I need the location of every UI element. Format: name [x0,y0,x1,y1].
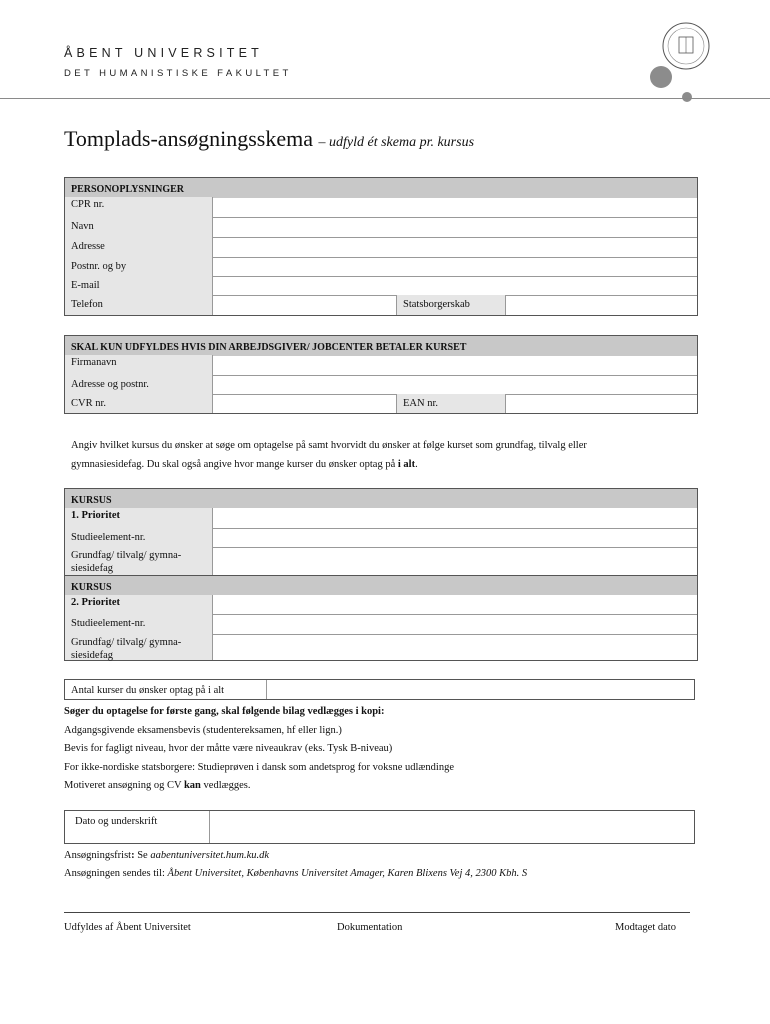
company-label: Firmanavn [65,355,213,375]
company-address-field[interactable] [213,375,698,394]
course2-priority-label: 2. Prioritet [65,595,213,614]
send-line: Ansøgningen sendes til: Åbent Universitet, Københavns Universitet Amager, Karen Blixens Vej 4, 2300 Kbh. S [64,868,528,879]
postal-label: Postnr. og by [65,257,213,277]
course2-element-field[interactable] [213,614,698,634]
form-title-main: Tomplads-ansøgningsskema [64,126,313,151]
course2-type-label: Grundfag/ tilvalg/ gymna- siesidefag [65,634,213,660]
name-label: Navn [65,217,213,237]
cpr-label: CPR nr. [65,197,213,217]
citizenship-field[interactable] [506,295,698,315]
university-seal-logo [648,20,728,108]
instructions [71,436,701,474]
course1-priority-field[interactable] [213,508,698,528]
cpr-field[interactable] [213,197,698,217]
instructions-line1: Angiv hvilket kursus du ønsker at søge om optagelse på samt hvorvidt du ønsker at følge kurset som grundfag, tilvalg eller [71,440,587,451]
signature-label: Dato og underskrift [65,811,210,843]
phone-label: Telefon [65,295,213,315]
phone-field[interactable] [213,295,396,315]
address-label: Adresse [65,237,213,257]
personal-info-section [64,177,698,316]
faculty-name: DET HUMANISTISKE FAKULTET [64,68,292,79]
ean-label: EAN nr. [396,394,506,413]
email-label: E-mail [65,276,213,295]
instructions-line2: gymnasiesidefag. Du skal også angive hvor mange kurser du ønsker optag på i alt. [71,459,418,470]
employer-section [64,335,698,414]
attachments-heading: Søger du optagelse for første gang, skal følgende bilag vedlægges i kopi: [64,706,385,717]
address-field[interactable] [213,237,698,257]
course-count-row [64,679,695,700]
form-title [64,126,474,152]
course2-priority-field[interactable] [213,595,698,614]
footer-documentation: Dokumentation [337,922,403,933]
email-field[interactable] [213,276,698,295]
university-name: ÅBENT UNIVERSITET [64,46,263,60]
form-title-sub: – udfyld ét skema pr. kursus [318,135,475,150]
footer-divider [64,912,690,913]
course2-heading: KURSUS [65,576,697,595]
deadline-link[interactable]: aabentuniversitet.hum.ku.dk [150,850,270,861]
ean-field[interactable] [506,394,698,413]
course1-section [64,488,698,576]
personal-info-heading: PERSONOPLYSNINGER [65,178,697,198]
course2-section [64,575,698,661]
signature-field[interactable] [210,811,694,843]
course1-type-label: Grundfag/ tilvalg/ gymna- siesidefag [65,547,213,575]
course-count-field[interactable] [267,680,694,699]
attachment-item-2: Bevis for fagligt niveau, hvor der måtte være niveaukrav (eks. Tysk B-niveau) [64,743,393,754]
deadline-line: Ansøgningsfrist: Se aabentuniversitet.hum.ku.dk [64,850,270,861]
footer-received-date: Modtaget dato [615,922,676,933]
course1-element-label: Studieelement-nr. [65,528,213,547]
citizenship-label: Statsborgerskab [396,295,506,315]
postal-field[interactable] [213,257,698,276]
name-field[interactable] [213,217,698,237]
course1-heading: KURSUS [65,489,697,508]
course1-element-field[interactable] [213,528,698,547]
company-field[interactable] [213,355,698,375]
attachment-item-1: Adgangsgivende eksamensbevis (studentereksamen, hf eller lign.) [64,724,342,736]
company-address-label: Adresse og postnr. [65,375,213,395]
course-count-label: Antal kurser du ønsker optag på i alt [65,680,267,699]
signature-row [64,810,695,844]
footer-filled-by: Udfyldes af Åbent Universitet [64,922,191,933]
course2-element-label: Studieelement-nr. [65,614,213,634]
attachment-item-4: Motiveret ansøgning og CV kan vedlægges. [64,780,251,791]
course2-type-field[interactable] [213,634,698,660]
cvr-field[interactable] [213,394,396,413]
employer-heading: SKAL KUN UDFYLDES HVIS DIN ARBEJDSGIVER/ JOBCENTER BETALER KURSET [65,336,697,356]
attachments [64,703,704,796]
cvr-label: CVR nr. [65,394,213,413]
header-divider [0,98,770,99]
course1-type-field[interactable] [213,547,698,575]
attachment-item-3: For ikke-nordiske statsborgere: Studieprøven i dansk som andetsprog for voksne udlændinge [64,761,454,773]
course1-priority-label: 1. Prioritet [65,508,213,528]
